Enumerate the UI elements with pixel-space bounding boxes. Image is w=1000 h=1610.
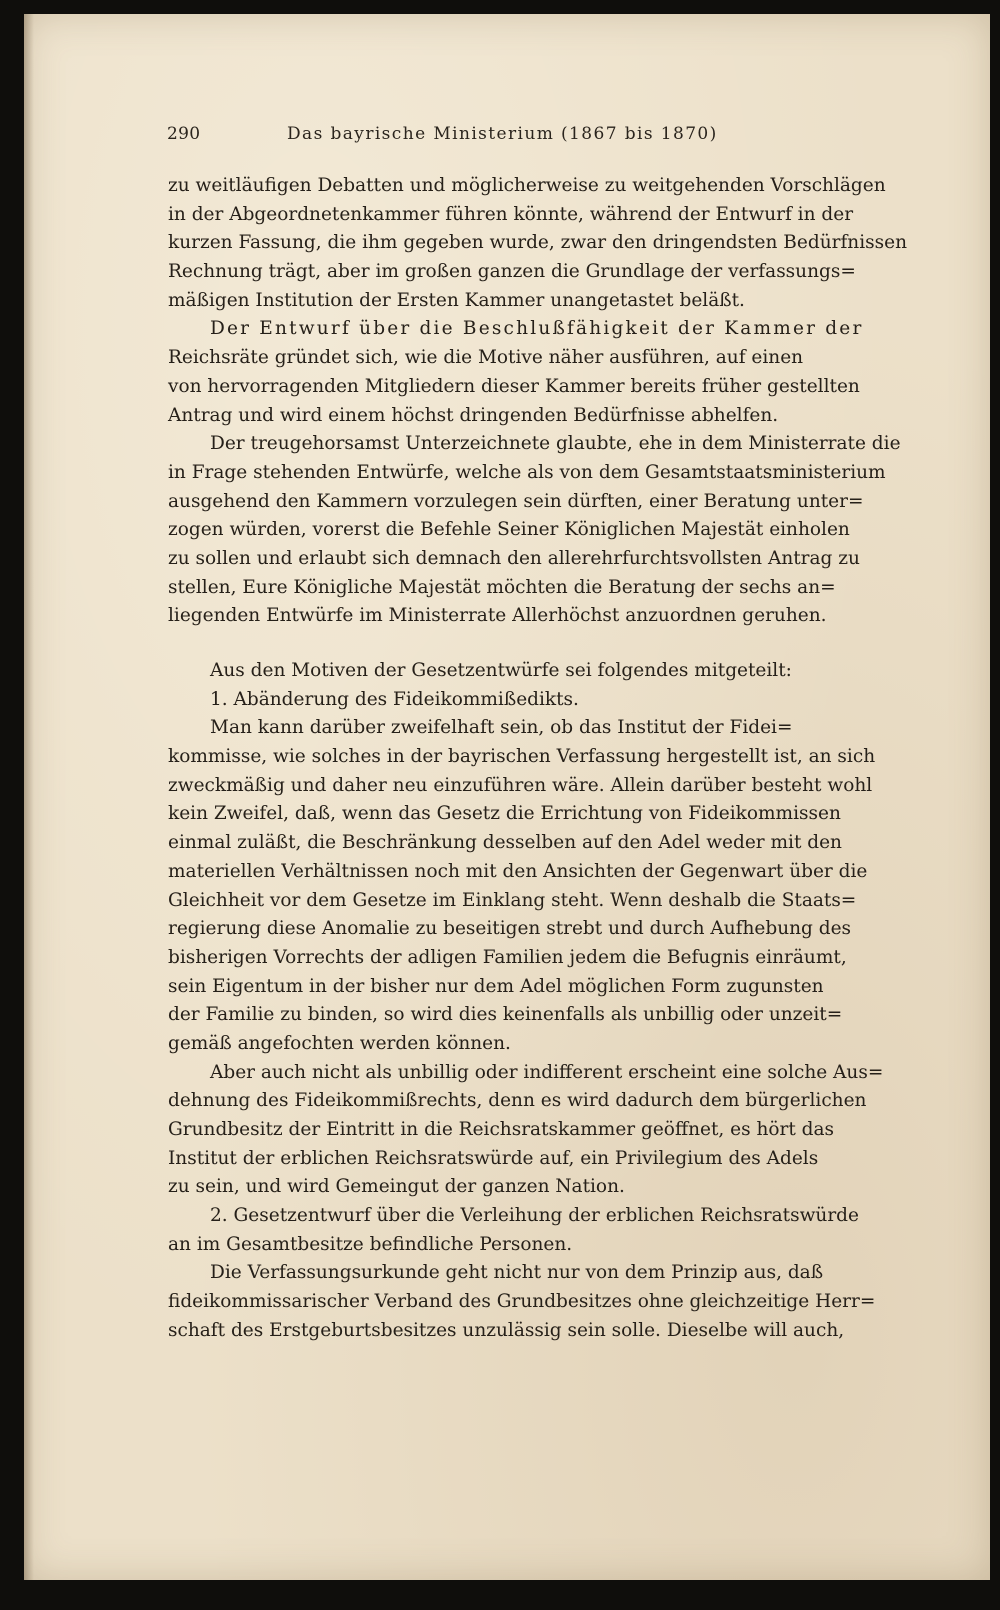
text-line: materiellen Verhältnissen noch mit den Ansichten der Gegenwart über die [168,860,868,882]
text-line: mäßigen Institution der Ersten Kammer unangetastet beläßt. [168,289,745,311]
text-line: Reichsräte gründet sich, wie die Motive näher ausführen, auf einen [168,347,804,369]
text-line: bisherigen Vorrechts der adligen Familien jedem die Befugnis einräumt, [168,946,847,968]
text-line: Institut der erblichen Reichsratswürde auf, ein Privilegium des Adels [168,1147,819,1169]
body-text [168,172,907,1346]
text-line: ausgehend den Kammern vorzulegen sein dürften, einer Beratung unter= [168,490,864,512]
text-line: von hervorragenden Mitgliedern dieser Kammer bereits früher gestellten [168,375,860,397]
section-intro: Aus den Motiven der Gesetzentwürfe sei folgendes mitgeteilt: [210,660,792,681]
page-number: 290 [167,124,201,144]
text-line: der Familie zu binden, so wird dies keinenfalls als unbillig oder unzeit= [168,1004,843,1026]
text-line: stellen, Eure Königliche Majestät möchten die Beratung der sechs an= [168,576,836,598]
text-line: in der Abgeordnetenkammer führen könnte, während der Entwurf in der [168,203,854,225]
text-line: Rechnung trägt, aber im großen ganzen die Grundlage der verfassungs= [168,261,856,283]
text-line: Der Entwurf über die Beschlußfähigkeit der Kammer der [210,318,864,340]
text-line: Gleichheit vor dem Gesetze im Einklang steht. Wenn deshalb die Staats= [168,889,857,911]
page-header [167,124,777,154]
text-line: kein Zweifel, daß, wenn das Gesetz die Errichtung von Fideikommissen [168,803,841,825]
section-gap [168,631,774,657]
section-heading: 2. Gesetzentwurf über die Verleihung der erblichen Reichsratswürde [210,1205,859,1227]
text-line: an im Gesamtbesitze befindliche Personen. [168,1233,573,1255]
running-title: Das bayrische Ministerium (1867 bis 1870) [287,124,718,144]
text-line: kommisse, wie solches in der bayrischen Verfassung hergestellt ist, an sich [168,746,876,768]
text-line: Der treugehorsamst Unterzeichnete glaubte, ehe in dem Ministerrate die [210,433,901,455]
text-line: Die Verfassungsurkunde geht nicht nur von dem Prinzip aus, daß [210,1262,824,1284]
text-line: einmal zuläßt, die Beschränkung desselben auf den Adel weder mit den [168,832,842,854]
text-line: zu sein, und wird Gemeingut der ganzen Nation. [168,1176,625,1198]
text-line: fideikommissarischer Verband des Grundbesitzes ohne gleichzeitige Herr= [168,1291,876,1313]
text-line: gemäß angefochten werden können. [168,1032,511,1054]
text-line: kurzen Fassung, die ihm gegeben wurde, zwar den dringendsten Bedürfnissen [168,232,907,254]
text-line: zweckmäßig und daher neu einzuführen wäre. Allein darüber besteht wohl [168,774,873,796]
text-line: regierung diese Anomalie zu beseitigen strebt und durch Aufhebung des [168,918,852,940]
text-line: zu sollen und erlaubt sich demnach den allerehrfurchtsvollsten Antrag zu [168,547,860,569]
text-line: zu weitläufigen Debatten und möglicherweise zu weitgehenden Vorschlägen [168,175,886,196]
section-heading: 1. Abänderung des Fideikommißedikts. [210,688,579,710]
text-line: zogen würden, vorerst die Befehle Seiner Königlichen Majestät einholen [168,519,850,541]
text-line: sein Eigentum in der bisher nur dem Adel möglichen Form zugunsten [168,975,824,997]
text-line: Grundbesitz der Eintritt in die Reichsratskammer geöffnet, es hört das [168,1119,835,1140]
text-line: Aber auch nicht als unbillig oder indifferent erscheint eine solche Aus= [210,1061,884,1083]
text-line: dehnung des Fideikommißrechts, denn es wird dadurch dem bürgerlichen [168,1090,867,1112]
text-line: Antrag und wird einem höchst dringenden Bedürfnisse abhelfen. [168,404,779,426]
text-line: schaft des Erstgeburtsbesitzes unzulässig sein solle. Dieselbe will auch, [168,1319,845,1341]
text-line: in Frage stehenden Entwürfe, welche als von dem Gesamtstaatsministerium [168,461,886,483]
text-line: Man kann darüber zweifelhaft sein, ob das Institut der Fidei= [210,717,793,739]
page-gutter-shadow [24,14,34,1580]
text-line: liegenden Entwürfe im Ministerrate Allerhöchst anzuordnen geruhen. [168,605,827,627]
